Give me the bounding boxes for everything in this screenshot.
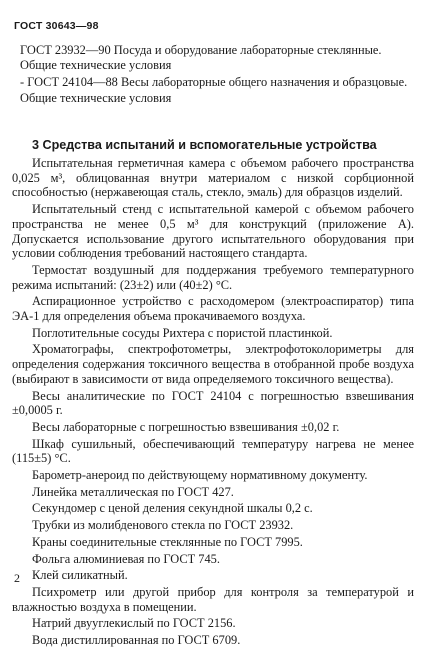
paragraph: Испытательная герметичная камера с объемом рабочего пространства 0,025 м³, облицованная внутри материалом с низкой сорбционной способностью (нержавеющая сталь, стекло, эмаль) для образцов изделий. <box>12 156 414 200</box>
paragraph: Поглотительные сосуды Рихтера с пористой пластинкой. <box>32 325 333 340</box>
reference-item: ГОСТ 23932—90 Посуда и оборудование лабораторные стеклянные. Общие технические условия <box>20 43 382 73</box>
paragraph: Хроматографы, спектрофотометры, электрофотоколориметры для определения содержания токсичного вещества в отобранной пробе воздуха (выбирают в зависимости от вида определяемого токсичного вещества). <box>12 342 414 386</box>
section-body <box>12 156 414 650</box>
paragraph: Линейка металлическая по ГОСТ 427. <box>32 484 234 499</box>
paragraph: Весы лабораторные с погрешностью взвешивания ±0,02 г. <box>32 419 340 434</box>
paragraph: Вода дистиллированная по ГОСТ 6709. <box>32 633 241 648</box>
running-header: ГОСТ 30643—98 <box>14 20 99 32</box>
paragraph: Барометр-анероид по действующему нормативному документу. <box>32 468 368 483</box>
paragraph: Термостат воздушный для поддержания требуемого температурного режима испытаний: (23±2) или (40±2) °С. <box>12 262 414 292</box>
paragraph: Весы аналитические по ГОСТ 24104 с погрешностью взвешивания ±0,0005 г. <box>12 388 414 418</box>
reference-item: - ГОСТ 24104—88 Весы лабораторные общего назначения и образцовые. Общие технические условия <box>20 75 408 105</box>
normative-references <box>20 43 415 108</box>
paragraph: Клей силикатный. <box>32 568 128 583</box>
paragraph: Испытательный стенд с испытательной камерой с объемом рабочего пространства не менее 0,5 м³ для конструкций (приложение А). Допускается использование другого испытательного оборудования при условии соблюдения требований настоящего стандарта. <box>12 202 414 261</box>
paragraph: Краны соединительные стеклянные по ГОСТ 7995. <box>32 534 303 549</box>
paragraph: Фольга алюминиевая по ГОСТ 745. <box>32 551 220 566</box>
paragraph: Секундомер с ценой деления секундной шкалы 0,2 с. <box>32 501 313 516</box>
page-number: 2 <box>14 571 20 585</box>
section-heading: 3 Средства испытаний и вспомогательные устройства <box>32 138 377 152</box>
paragraph: Шкаф сушильный, обеспечивающий температуру нагрева не менее (115±5) °С. <box>12 436 414 466</box>
paragraph: Трубки из молибденового стекла по ГОСТ 23932. <box>32 518 294 533</box>
paragraph: Натрий двууглекислый по ГОСТ 2156. <box>32 616 236 631</box>
paragraph: Аспирационное устройство с расходомером (электроаспиратор) типа ЭА-1 для определения объема прокачиваемого воздуха. <box>12 294 414 324</box>
paragraph: Психрометр или другой прибор для контроля за температурой и влажностью воздуха в помещении. <box>12 584 414 614</box>
